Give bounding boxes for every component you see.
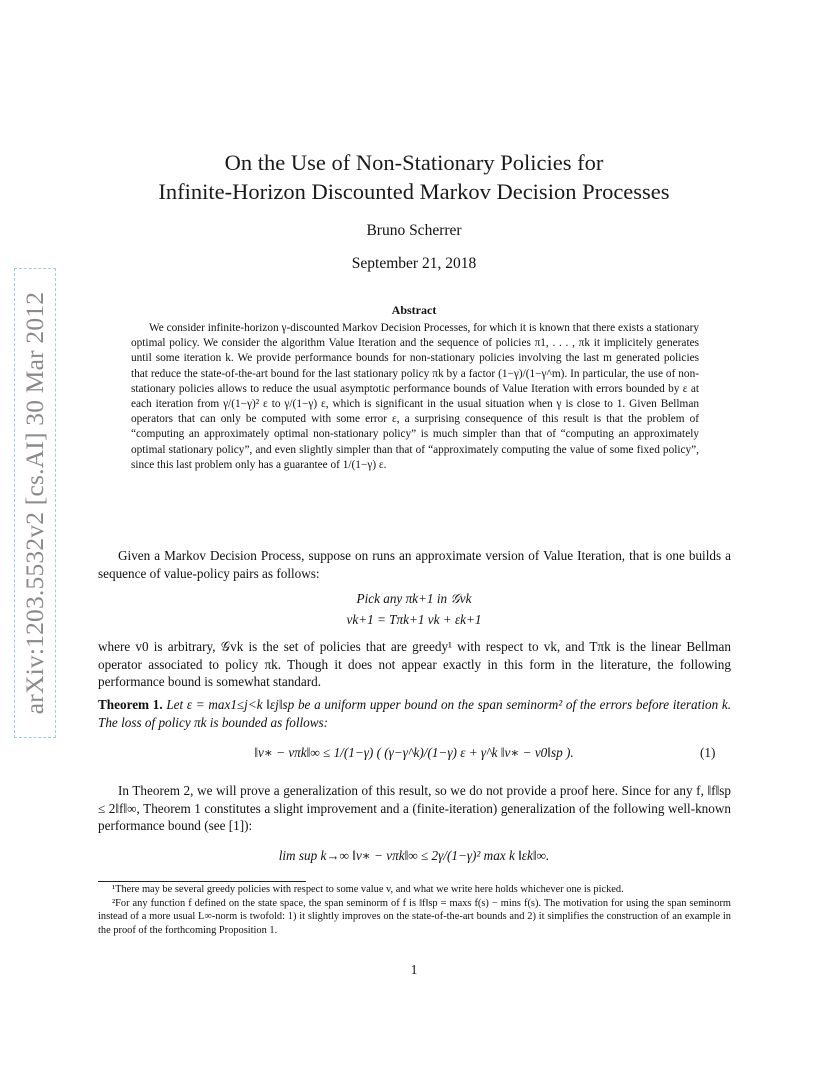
arxiv-stamp bbox=[14, 268, 56, 738]
paper-title-line-2: Infinite-Horizon Discounted Markov Decision Processes bbox=[158, 179, 670, 204]
abstract bbox=[131, 321, 699, 473]
footnote-2: ²For any function f defined on the state space, the span seminorm of f is ‖f‖sp = maxs f(s) − mins f(s). The motivation for using the span seminorm instead of a more usual L∞-norm is twofold: 1) it slightly improves on the state-of-the-art bounds and 2) it simplifies the construction of an example in the proof of the forthcoming Proposition 1. bbox=[98, 897, 731, 936]
paragraph-greedy bbox=[98, 638, 731, 691]
equation-pick: Pick any πk+1 in 𝒢vk bbox=[356, 591, 472, 606]
theorem-1 bbox=[98, 696, 731, 731]
footnote-rule bbox=[98, 881, 306, 882]
footnote-1: ¹There may be several greedy policies with respect to some value v, and what we write here holds whichever one is picked. bbox=[112, 884, 624, 895]
abstract-text: We consider infinite-horizon γ-discounted Markov Decision Processes, for which it is known that there exists a stationary optimal policy. We consider the algorithm Value Iteration and the sequence of policies π1, . . . , πk it implicitely generates until some iteration k. We provide performance bounds for non-stationary policies involving the last m generated policies that reduce the state-of-the-art bound for the last stationary policy πk by a factor (1−γ)/(1−γ^m). In particular, the use of non-stationary policies allows to reduce the usual asymptotic performance bounds of Value Iteration with errors bounded by ε at each iteration from γ/(1−γ)² ε to γ/(1−γ) ε, which is significant in the usual situation when γ is close to 1. Given Bellman operators that can only be computed with some error ε, a surprising consequence of this result is that the problem of “computing an approximately optimal non-stationary policy” is much simpler than that of “computing an approximately optimal stationary policy”, and even slightly simpler than that of “approximately computing the value of some fixed policy”, since this last problem only has a guarantee of 1/(1−γ) ε. bbox=[131, 322, 699, 471]
abstract-heading: Abstract bbox=[391, 303, 437, 317]
theorem-text: Let ε = max1≤j<k ‖εj‖sp be a uniform upper bound on the span seminorm² of the errors before iteration k. The loss of policy πk is bounded as follows: bbox=[98, 697, 732, 730]
equation-2: lim sup k→∞ ‖v∗ − vπk‖∞ ≤ 2γ/(1−γ)² max k ‖εk‖∞. bbox=[278, 848, 550, 863]
paragraph-intro-text: Given a Markov Decision Process, suppose on runs an approximate version of Value Iteration, that is one builds a sequence of value-policy pairs as follows: bbox=[98, 548, 731, 581]
author: Bruno Scherrer bbox=[366, 222, 462, 239]
arxiv-stamp-text: arXiv:1203.5532v2 [cs.AI] 30 Mar 2012 bbox=[20, 291, 49, 715]
date: September 21, 2018 bbox=[351, 255, 477, 272]
page-number: 1 bbox=[410, 962, 418, 977]
footnotes bbox=[98, 883, 731, 937]
theorem-label: Theorem 1. bbox=[98, 697, 163, 712]
paragraph-intro bbox=[98, 547, 731, 582]
equation-update: vk+1 = Tπk+1 vk + εk+1 bbox=[346, 612, 482, 627]
paragraph-greedy-text: where v0 is arbitrary, 𝒢vk is the set of policies that are greedy¹ with respect to vk, and Tπk is the linear Bellman operator associated to policy πk. Though it does not appear exactly in this form in the literature, the following performance bound is somewhat standard. bbox=[98, 639, 731, 689]
equation-1-text: ‖v∗ − vπk‖∞ ≤ 1/(1−γ) ( (γ−γ^k)/(1−γ) ε + γ^k ‖v∗ − v0‖sp ). bbox=[254, 745, 574, 760]
paper-title-line-1: On the Use of Non-Stationary Policies for bbox=[224, 150, 604, 175]
equation-1-number: (1) bbox=[700, 745, 716, 760]
paragraph-generalization-text: In Theorem 2, we will prove a generalization of this result, so we do not provide a proof here. Since for any f, ‖f‖sp ≤ 2‖f‖∞, Theorem 1 constitutes a slight improvement and a (finite-iteration) generalization of the following well-known performance bound (see [1]): bbox=[98, 783, 731, 833]
paragraph-generalization bbox=[98, 782, 731, 835]
